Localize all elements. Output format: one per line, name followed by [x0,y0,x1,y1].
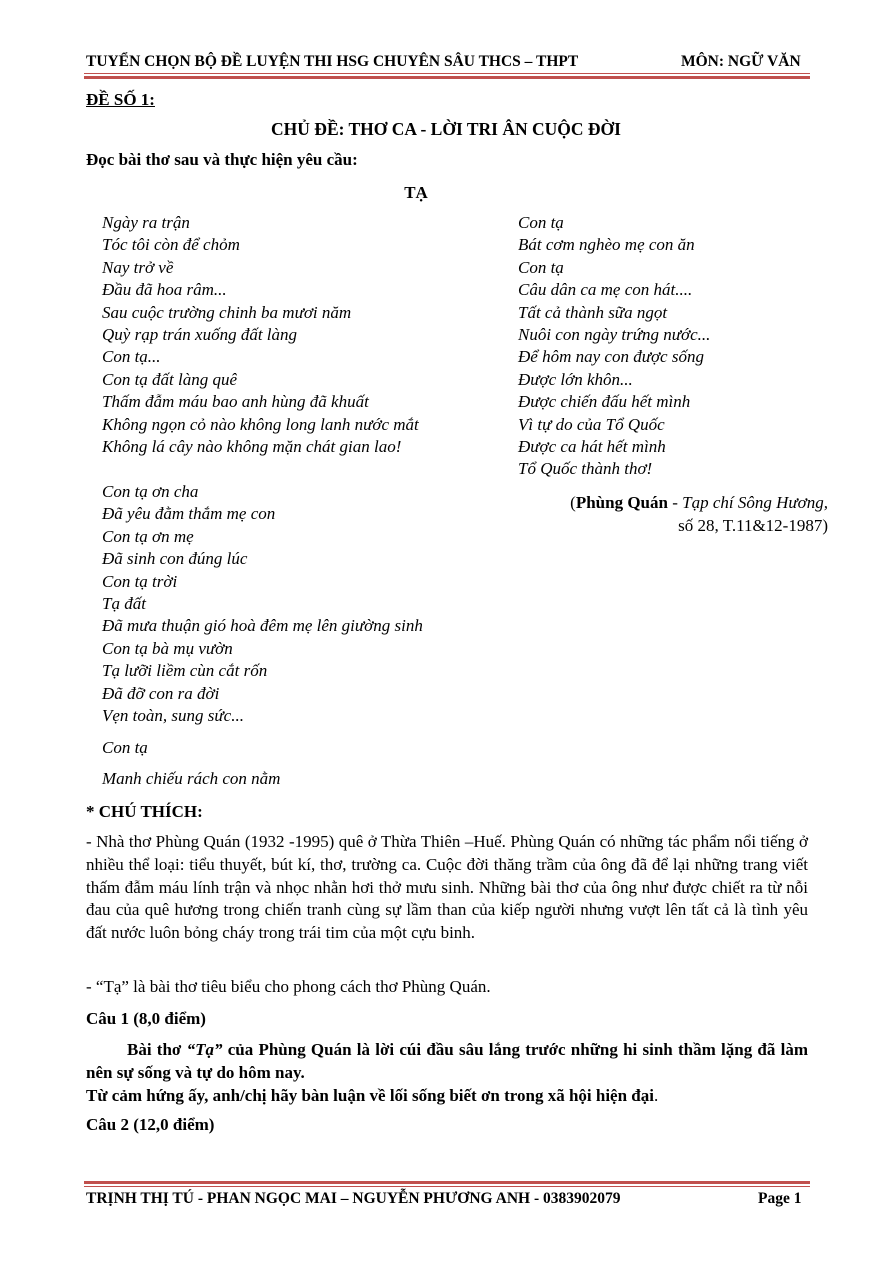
q1-text-c-end: . [653,1085,659,1105]
poem-line: Đã yêu đằm thắm mẹ con [102,504,276,524]
reading-instruction: Đọc bài thơ sau và thực hiện yêu cầu: [86,150,358,169]
poem-stanza-3 [102,737,148,759]
poem-line: Được chiến đấu hết mình [518,392,691,412]
poem-line: Con tạ bà mụ vườn [102,638,233,658]
poem-line: Tóc tôi còn để chỏm [102,235,240,255]
poem-source [570,491,828,537]
q1-text-a: Bài thơ [127,1040,187,1059]
poem-stanza-2 [102,481,423,727]
poem-line: Không ngọn cỏ nào không long lanh nước mắt [102,414,419,434]
q1-text-c: Từ cảm hứng ấy, anh/chị hãy bàn luận về lối sống biết ơn trong xã hội hiện đại [86,1085,654,1105]
exam-number: ĐỀ SỐ 1: [86,90,155,109]
footer-rule-thin [84,1186,810,1187]
poem-source-line-2: số 28, T.11&12-1987) [678,516,828,535]
question-2-heading: Câu 2 (12,0 điểm) [86,1115,215,1134]
poem-line: Vẹn toàn, sung sức... [102,705,244,725]
poem-line: Con tạ [518,213,564,232]
poem-line: Sau cuộc trường chinh ba mươi năm [102,302,352,322]
notes-heading: * CHÚ THÍCH: [86,802,203,821]
q1-poem-title: “Tạ” [186,1040,223,1059]
poem-line: Không lá cây nào không mặn chát gian lao! [102,436,402,456]
source-magazine: Tạp chí Sông Hương, [682,493,828,512]
footer-authors: TRỊNH THỊ TÚ - PHAN NGỌC MAI – NGUYỄN PHƯƠNG ANH - 0383902079 [86,1190,621,1207]
poem-line: Tổ Quốc thành thơ! [518,459,653,479]
poem-right-column [518,212,710,481]
poem-stanza-1 [102,212,419,458]
poem-line: Quỳ rạp trán xuống đất làng [102,324,298,344]
poem-line: Bát cơm nghèo mẹ con ăn [518,235,695,255]
poem-line: Câu dân ca mẹ con hát.... [518,280,693,300]
header-rule-thin [84,73,810,74]
poem-line: Con tạ... [102,347,161,367]
question-1-prompt [86,1039,808,1107]
poem-line: Đã sinh con đúng lúc [102,549,248,569]
poem-line: Ngày ra trận [102,213,190,232]
header-title: TUYỂN CHỌN BỘ ĐỀ LUYỆN THI HSG CHUYÊN SÂU THCS – THPT [86,53,579,70]
poem-line: Đầu đã hoa râm... [102,280,227,300]
exam-theme: CHỦ ĐỀ: THƠ CA - LỜI TRI ÂN CUỘC ĐỜI [271,119,621,139]
poem-line: Đã mưa thuận gió hoà đêm mẹ lên giường sinh [102,616,423,636]
poem-line: Con tạ ơn mẹ [102,526,194,546]
poem-line: Đã đỡ con ra đời [102,683,220,703]
poem-line: Để hôm nay con được sống [518,347,704,367]
poem-line: Tạ đất [102,593,146,613]
header-subject: MÔN: NGỮ VĂN [681,53,801,70]
poem-source-line-1 [570,491,828,514]
poem-line: Vì tự do của Tổ Quốc [518,414,665,434]
poem-line: Được ca hát hết mình [518,436,666,456]
notes-paragraph-1: - Nhà thơ Phùng Quán (1932 -1995) quê ở Thừa Thiên –Huế. Phùng Quán có những tác phẩm nổi tiếng ở nhiều thể loại: tiểu thuyết, bút kí, thơ, trường ca. Cuộc đời thăng trầm của ông đã để lại những trang viết thấm đẫm máu lính trận và nhọc nhằn hơi thở mưu sinh. Những bài thơ của ông như được chiết ra từ nỗi đau của quê hương trong chiến tranh cùng sự lầm than của kiếp người nhưng vượt lên tất cả là tình yêu đất nước luôn bỏng cháy trong trái tim của một cựu binh. [86,832,808,943]
poem-stanza-4 [102,768,280,790]
poem-title: TẠ [404,183,428,202]
footer-rule-thick [84,1181,810,1184]
poem-line: Thấm đẫm máu bao anh hùng đã khuất [102,392,369,412]
poem-line: Con tạ [518,257,564,277]
poem-line: Nay trở về [102,257,174,277]
question-1-heading: Câu 1 (8,0 điểm) [86,1009,206,1028]
q1-text-b: của Phùng Quán là lời cúi đầu sâu lắng trước những hi sinh thầm lặng đã làm nên sự sống và tự do hôm nay. [86,1040,809,1082]
header-rule-thick [84,76,810,79]
poem-line: Nuôi con ngày trứng nước... [518,324,711,344]
poem-line: Con tạ [102,738,148,757]
question-1-task [86,1085,808,1108]
poem-line: Tất cả thành sữa ngọt [518,302,668,322]
poem-line: Tạ lưỡi liềm cùn cắt rốn [102,661,268,681]
source-open: ( [570,493,576,512]
source-sep: - [667,493,683,512]
poem-line: Manh chiếu rách con nằm [102,769,281,788]
poem-line: Được lớn khôn... [518,369,633,389]
source-author: Phùng Quán [575,493,668,512]
poem-line: Con tạ trời [102,571,178,591]
page-number: Page 1 [758,1190,802,1207]
notes-paragraph-2: - “Tạ” là bài thơ tiêu biểu cho phong cách thơ Phùng Quán. [86,977,491,996]
poem-line: Con tạ đất làng quê [102,369,238,389]
poem-line: Con tạ ơn cha [102,482,199,501]
question-1-paragraph [86,1039,808,1085]
